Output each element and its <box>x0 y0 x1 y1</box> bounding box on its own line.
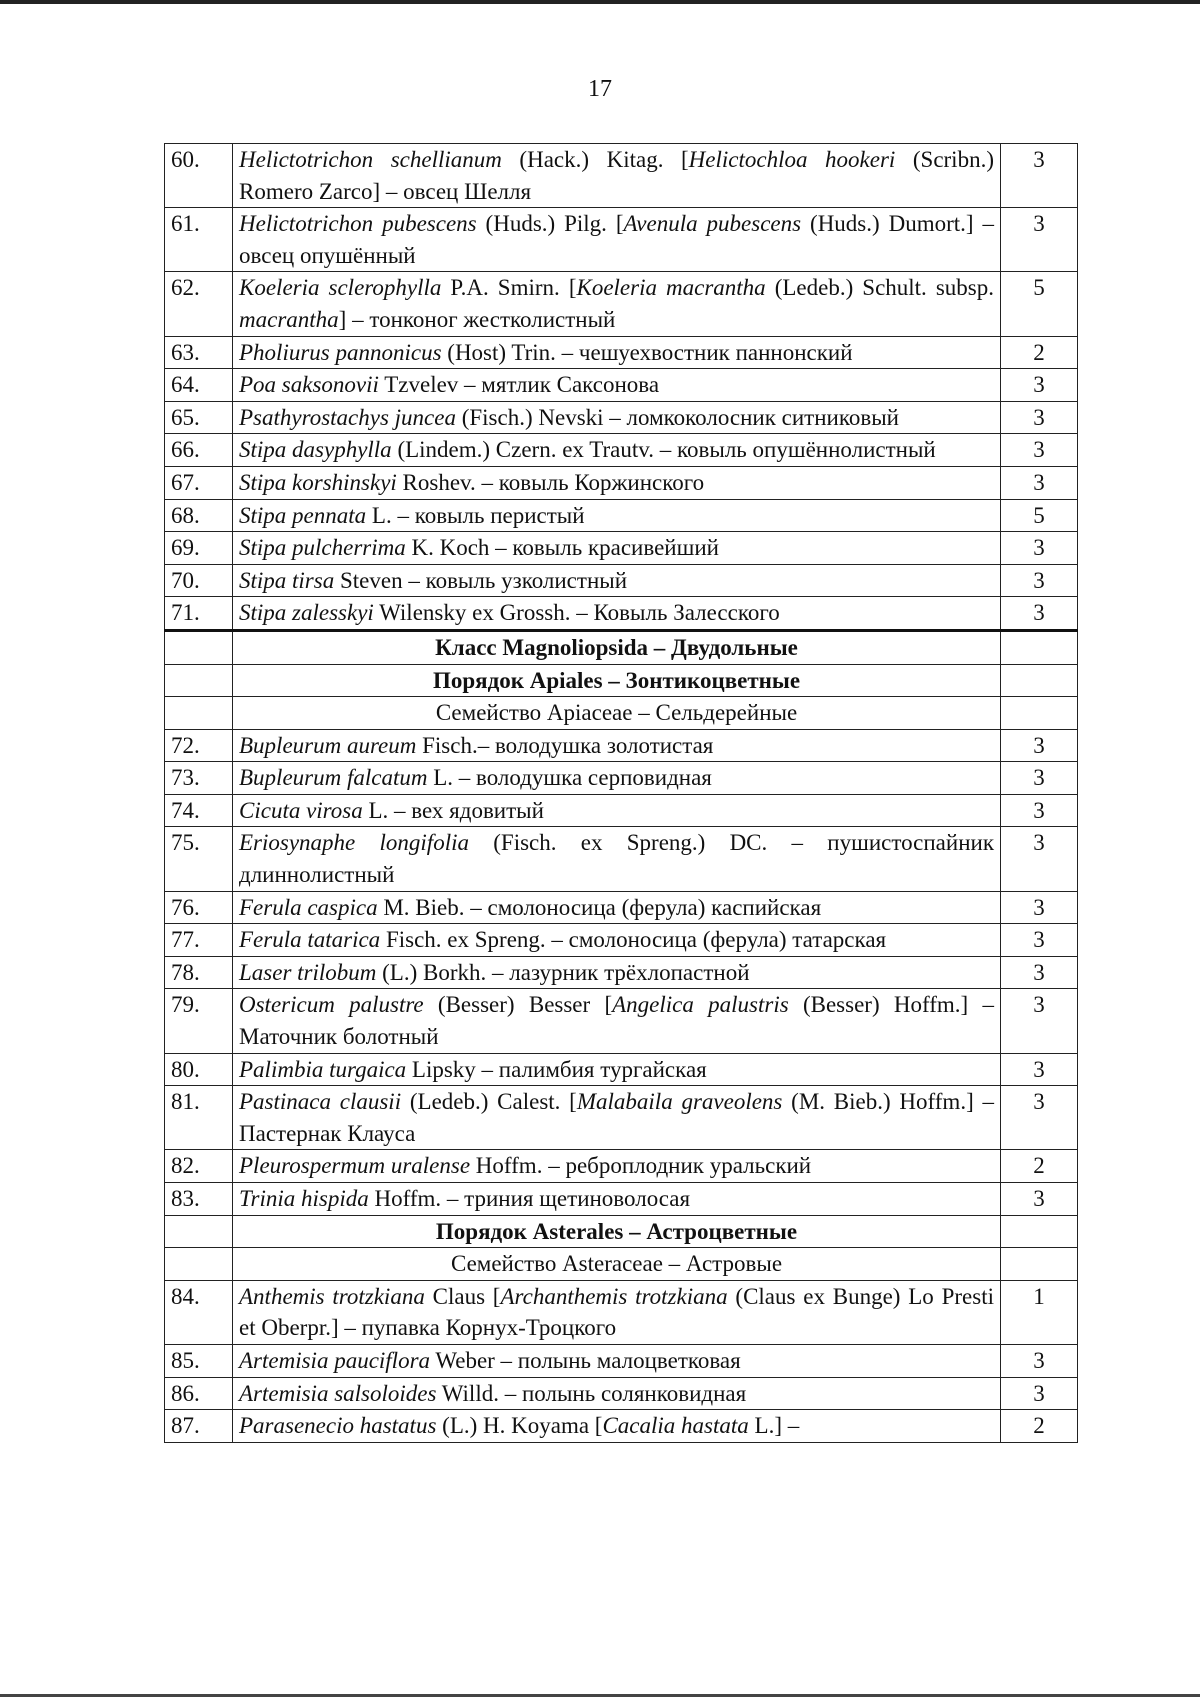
latin-name: Helictochloa hookeri <box>688 147 896 172</box>
name-text: L.] – <box>748 1413 800 1439</box>
rarity-category: 3 <box>1001 532 1078 565</box>
species-row <box>165 1410 1078 1443</box>
latin-name: Malabaila graveolens <box>576 1089 783 1115</box>
rarity-category: 5 <box>1001 272 1078 336</box>
row-number <box>165 1248 233 1281</box>
row-number <box>165 1215 233 1248</box>
species-row <box>165 532 1078 565</box>
species-row <box>165 891 1078 924</box>
rarity-category <box>1001 1248 1078 1281</box>
species-name <box>233 564 1001 597</box>
latin-name: Avenula pubescens <box>623 211 802 237</box>
name-text: (Ledeb.) Schult. subsp. <box>765 275 994 301</box>
order-title: Порядок Asterales – Астроцветные <box>233 1215 1001 1248</box>
latin-name: Koeleria macrantha <box>576 275 766 301</box>
rarity-category <box>1001 630 1078 664</box>
row-number: 80. <box>165 1053 233 1086</box>
row-number <box>165 664 233 697</box>
rarity-category: 3 <box>1001 466 1078 499</box>
species-row <box>165 1150 1078 1183</box>
name-text: Hoffm. – реброплодник уральский <box>470 1153 812 1179</box>
name-text: (Fisch. ex Spreng.) DC. – пушистоспайник длиннолистный <box>239 830 994 888</box>
name-text: Wilensky ex Grossh. – Ковыль Залесского <box>373 600 780 626</box>
row-number: 70. <box>165 564 233 597</box>
rarity-category: 3 <box>1001 434 1078 467</box>
row-number: 66. <box>165 434 233 467</box>
rarity-category: 3 <box>1001 401 1078 434</box>
name-text: ] – тонконог жестколистный <box>338 306 616 332</box>
page-number: 17 <box>588 76 612 102</box>
species-name <box>233 1183 1001 1216</box>
species-name <box>233 144 1001 208</box>
name-text: Fisch. ex Spreng. – смолоносица (ферула) татарская <box>380 927 887 953</box>
species-row <box>165 1086 1078 1150</box>
rarity-category: 3 <box>1001 794 1078 827</box>
latin-name: Anthemis trotzkiana <box>239 1283 425 1309</box>
species-name <box>233 532 1001 565</box>
row-number: 79. <box>165 989 233 1053</box>
species-name <box>233 401 1001 434</box>
row-number: 67. <box>165 466 233 499</box>
rarity-category: 3 <box>1001 144 1078 208</box>
latin-name: Stipa pulcherrima <box>239 535 406 561</box>
latin-name: Pleurospermum uralense <box>239 1153 471 1179</box>
name-text: P.A. Smirn. [ <box>441 275 577 301</box>
species-row <box>165 336 1078 369</box>
species-row <box>165 794 1078 827</box>
rarity-category <box>1001 664 1078 697</box>
row-number: 77. <box>165 924 233 957</box>
species-name <box>233 1377 1001 1410</box>
name-text: Tzvelev – мятлик Саксонова <box>378 372 660 398</box>
row-number: 60. <box>165 144 233 208</box>
family-title: Семейство Asteraceae – Астровые <box>233 1248 1001 1281</box>
latin-name: Cicuta virosa <box>239 797 363 823</box>
rarity-category: 3 <box>1001 827 1078 891</box>
species-name <box>233 208 1001 272</box>
latin-name: Angelica palustris <box>612 992 789 1018</box>
rarity-category: 3 <box>1001 989 1078 1053</box>
family-title: Семейство Apiaceae – Сельдерейные <box>233 697 1001 730</box>
name-text: (Lindem.) Czern. ex Trautv. – ковыль опушённолистный <box>391 437 936 463</box>
row-number: 64. <box>165 369 233 402</box>
species-name <box>233 272 1001 336</box>
latin-name: Stipa pennata <box>239 502 367 528</box>
species-name <box>233 369 1001 402</box>
order-title: Порядок Apiales – Зонтикоцветные <box>233 664 1001 697</box>
latin-name: Artemisia pauciflora <box>239 1347 431 1373</box>
species-row <box>165 1344 1078 1377</box>
family-header-row <box>165 697 1078 730</box>
latin-name: Eriosynaphe longifolia <box>239 830 469 856</box>
species-name <box>233 499 1001 532</box>
latin-name: Koeleria sclerophylla <box>239 275 442 301</box>
species-row <box>165 924 1078 957</box>
row-number: 61. <box>165 208 233 272</box>
rarity-category: 2 <box>1001 1410 1078 1443</box>
latin-name: Laser trilobum <box>239 959 377 985</box>
name-text: Hoffm. – триния щетиноволосая <box>368 1186 691 1211</box>
latin-name: Trinia hispida <box>239 1186 369 1211</box>
species-row <box>165 434 1078 467</box>
species-row <box>165 466 1078 499</box>
family-header-row <box>165 1248 1078 1281</box>
row-number: 83. <box>165 1183 233 1216</box>
name-text: L. – володушка серповидная <box>427 765 712 791</box>
species-name <box>233 891 1001 924</box>
rarity-category: 3 <box>1001 369 1078 402</box>
row-number: 72. <box>165 729 233 762</box>
species-name <box>233 794 1001 827</box>
latin-name: Pholiurus pannonicus <box>239 339 442 365</box>
name-text: Weber – полынь малоцветковая <box>430 1347 741 1373</box>
species-name <box>233 336 1001 369</box>
species-row <box>165 1377 1078 1410</box>
name-text: (Hack.) Kitag. [ <box>501 147 689 172</box>
rarity-category: 3 <box>1001 1183 1078 1216</box>
species-row <box>165 499 1078 532</box>
species-row <box>165 989 1078 1053</box>
latin-name: Stipa zalesskyi <box>239 600 374 626</box>
species-row <box>165 272 1078 336</box>
species-name <box>233 924 1001 957</box>
latin-name: Cacalia hastata <box>602 1413 749 1439</box>
row-number: 84. <box>165 1280 233 1344</box>
species-name <box>233 597 1001 631</box>
row-number: 71. <box>165 597 233 631</box>
species-row <box>165 1280 1078 1344</box>
name-text: (Ledeb.) Calest. [ <box>401 1089 577 1115</box>
latin-name: Helictotrichon pubescens <box>239 211 477 237</box>
order-header-row <box>165 664 1078 697</box>
rarity-category: 3 <box>1001 597 1078 631</box>
name-text: (L.) Borkh. – лазурник трёхлопастной <box>376 959 750 985</box>
row-number: 78. <box>165 956 233 989</box>
name-text: L. – вех ядовитый <box>362 797 544 823</box>
row-number: 73. <box>165 762 233 795</box>
row-number: 63. <box>165 336 233 369</box>
species-row <box>165 729 1078 762</box>
species-table <box>164 143 1078 1443</box>
species-row <box>165 401 1078 434</box>
rarity-category <box>1001 697 1078 730</box>
latin-name: Pastinaca clausii <box>239 1089 402 1115</box>
name-text: (L.) H. Koyama [ <box>436 1413 603 1439</box>
name-text: (Fisch.) Nevski – ломкоколосник ситниковый <box>455 404 899 430</box>
row-number: 74. <box>165 794 233 827</box>
name-text: (Scribn.) Romero Zarco] – овсец Шелля <box>239 147 994 204</box>
row-number: 69. <box>165 532 233 565</box>
rarity-category: 3 <box>1001 564 1078 597</box>
row-number: 86. <box>165 1377 233 1410</box>
species-row <box>165 564 1078 597</box>
name-text: (M. Bieb.) Hoffm.] – Пастернак Клауса <box>239 1089 995 1146</box>
row-number: 62. <box>165 272 233 336</box>
class-title: Класс Magnoliopsida – Двудольные <box>233 630 1001 664</box>
species-row <box>165 956 1078 989</box>
species-name <box>233 1410 1001 1443</box>
species-row <box>165 208 1078 272</box>
species-name <box>233 1053 1001 1086</box>
name-text: L. – ковыль перистый <box>366 502 585 528</box>
species-name <box>233 729 1001 762</box>
rarity-category: 2 <box>1001 336 1078 369</box>
rarity-category: 3 <box>1001 1344 1078 1377</box>
species-name <box>233 434 1001 467</box>
species-row <box>165 827 1078 891</box>
name-text: (Besser) Besser [ <box>423 992 613 1018</box>
rarity-category: 3 <box>1001 1377 1078 1410</box>
latin-name: Stipa tirsa <box>239 567 335 593</box>
species-name <box>233 1086 1001 1150</box>
latin-name: Stipa korshinskyi <box>239 469 397 495</box>
latin-name: Ferula tatarica <box>239 927 381 953</box>
name-text: (Huds.) Dumort.] – овсец опушённый <box>239 211 994 268</box>
row-number <box>165 630 233 664</box>
rarity-category: 3 <box>1001 956 1078 989</box>
species-table-body <box>165 144 1078 1443</box>
name-text: Claus [ <box>424 1283 501 1309</box>
row-number: 76. <box>165 891 233 924</box>
latin-name: Stipa dasyphylla <box>239 437 392 463</box>
species-name <box>233 1280 1001 1344</box>
species-name <box>233 1344 1001 1377</box>
name-text: (Huds.) Pilg. [ <box>476 211 624 237</box>
name-text: Willd. – полынь солянковидная <box>436 1380 747 1406</box>
row-number: 75. <box>165 827 233 891</box>
name-text: Lipsky – палимбия тургайская <box>406 1056 707 1082</box>
latin-name: Parasenecio hastatus <box>239 1413 437 1439</box>
name-text: Fisch.– володушка золотистая <box>416 732 714 758</box>
latin-name: Palimbia turgaica <box>239 1056 407 1082</box>
species-name <box>233 956 1001 989</box>
species-row <box>165 597 1078 631</box>
rarity-category: 3 <box>1001 729 1078 762</box>
rarity-category: 5 <box>1001 499 1078 532</box>
rarity-category: 1 <box>1001 1280 1078 1344</box>
species-name <box>233 762 1001 795</box>
name-text: (Besser) Hoffm.] – Маточник болотный <box>239 992 994 1050</box>
order-header-row <box>165 1215 1078 1248</box>
top-border-line <box>0 0 1200 4</box>
latin-name: Ferula caspica <box>239 894 378 920</box>
row-number <box>165 697 233 730</box>
row-number: 81. <box>165 1086 233 1150</box>
class-header-row <box>165 630 1078 664</box>
latin-name: Poa saksonovii <box>239 372 379 398</box>
species-row <box>165 1183 1078 1216</box>
species-row <box>165 1053 1078 1086</box>
rarity-category: 3 <box>1001 1086 1078 1150</box>
species-name <box>233 466 1001 499</box>
rarity-category: 3 <box>1001 891 1078 924</box>
species-name <box>233 989 1001 1053</box>
name-text: Roshev. – ковыль Коржинского <box>396 469 705 495</box>
species-name <box>233 1150 1001 1183</box>
row-number: 87. <box>165 1410 233 1443</box>
latin-name: Bupleurum falcatum <box>239 765 428 791</box>
row-number: 68. <box>165 499 233 532</box>
species-name <box>233 827 1001 891</box>
latin-name: Artemisia salsoloides <box>239 1380 437 1406</box>
latin-name: Psathyrostachys juncea <box>239 404 456 430</box>
name-text: (Claus ex Bunge) Lo Presti et Oberpr.] – пупавка Корнух-Троцкого <box>239 1283 994 1341</box>
rarity-category: 2 <box>1001 1150 1078 1183</box>
latin-name: macrantha <box>239 306 339 332</box>
rarity-category: 3 <box>1001 208 1078 272</box>
name-text: M. Bieb. – смолоносица (ферула) каспийская <box>377 894 822 920</box>
row-number: 85. <box>165 1344 233 1377</box>
rarity-category: 3 <box>1001 1053 1078 1086</box>
species-row <box>165 144 1078 208</box>
latin-name: Helictotrichon schellianum <box>239 147 502 172</box>
rarity-category: 3 <box>1001 924 1078 957</box>
rarity-category: 3 <box>1001 762 1078 795</box>
rarity-category <box>1001 1215 1078 1248</box>
name-text: Steven – ковыль узколистный <box>334 567 628 593</box>
species-row <box>165 762 1078 795</box>
row-number: 82. <box>165 1150 233 1183</box>
name-text: (Host) Trin. – чешуехвостник паннонский <box>441 339 853 365</box>
latin-name: Archanthemis trotzkiana <box>500 1283 728 1309</box>
row-number: 65. <box>165 401 233 434</box>
name-text: K. Koch – ковыль красивейший <box>405 535 719 561</box>
latin-name: Ostericum palustre <box>239 992 424 1018</box>
species-row <box>165 369 1078 402</box>
latin-name: Bupleurum aureum <box>239 732 417 758</box>
